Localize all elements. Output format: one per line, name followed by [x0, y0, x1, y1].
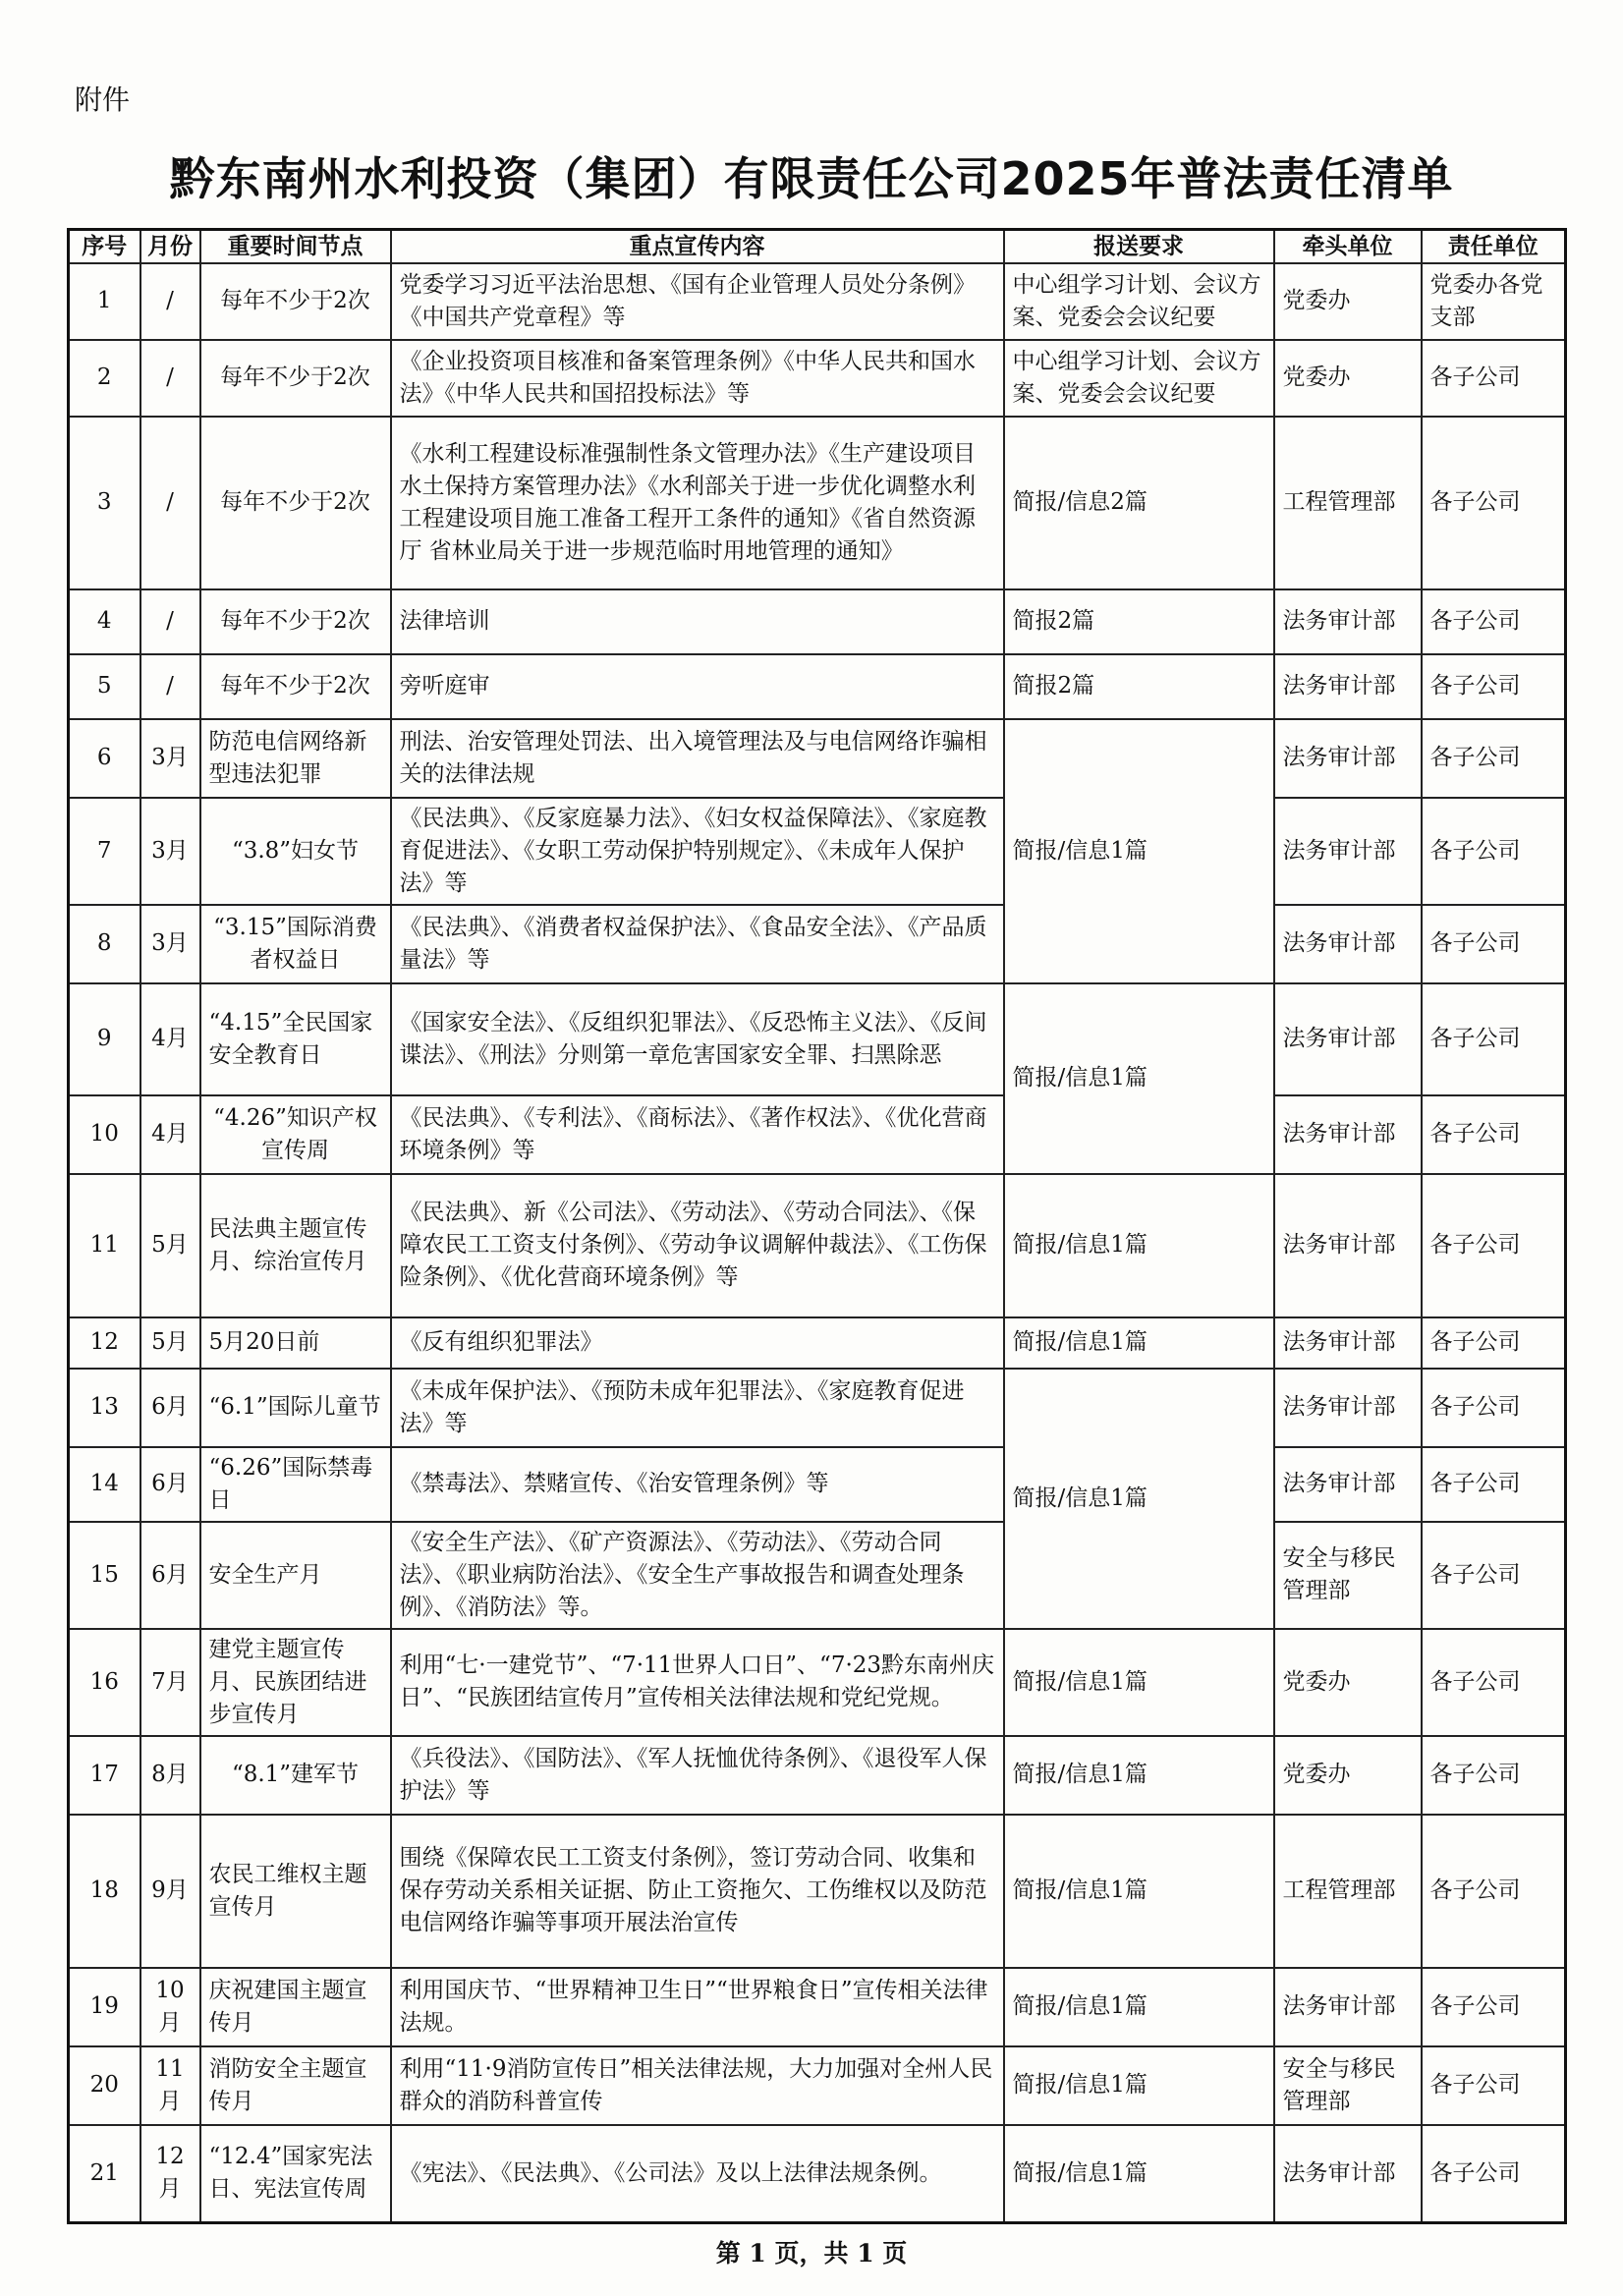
- row-report: 简报/信息1篇: [1004, 2046, 1274, 2125]
- row-lead-unit: 法务审计部: [1274, 905, 1422, 983]
- row-no: 20: [69, 2046, 140, 2125]
- row-month: 4月: [140, 983, 200, 1095]
- row-no: 16: [69, 1629, 140, 1736]
- row-time-node: 建党主题宣传月、民族团结进步宣传月: [200, 1629, 391, 1736]
- row-lead-unit: 法务审计部: [1274, 589, 1422, 654]
- row-time-node: “4.26”知识产权宣传周: [200, 1095, 391, 1174]
- table-header-row: [69, 230, 1566, 263]
- row-time-node: “6.26”国际禁毒日: [200, 1447, 391, 1522]
- row-time-node: 每年不少于2次: [200, 263, 391, 340]
- row-no: 4: [69, 589, 140, 654]
- table-row: [69, 983, 1566, 1095]
- row-content: 《民法典》、《消费者权益保护法》、《食品安全法》、《产品质量法》等: [391, 905, 1004, 983]
- row-no: 8: [69, 905, 140, 983]
- row-no: 2: [69, 340, 140, 417]
- row-content: 《禁毒法》、禁赌宣传、《治安管理条例》等: [391, 1447, 1004, 1522]
- row-time-node: 每年不少于2次: [200, 589, 391, 654]
- row-lead-unit: 法务审计部: [1274, 798, 1422, 905]
- row-resp-unit: 各子公司: [1422, 983, 1566, 1095]
- row-content: 旁听庭审: [391, 654, 1004, 719]
- row-report: 简报2篇: [1004, 589, 1274, 654]
- row-lead-unit: 安全与移民管理部: [1274, 2046, 1422, 2125]
- table-row: [69, 1369, 1566, 1447]
- row-resp-unit: 各子公司: [1422, 1369, 1566, 1447]
- row-month: 11月: [140, 2046, 200, 2125]
- table-row: [69, 589, 1566, 654]
- table-row: [69, 719, 1566, 798]
- row-no: 5: [69, 654, 140, 719]
- row-resp-unit: 各子公司: [1422, 2125, 1566, 2223]
- row-content: 党委学习习近平法治思想、《国有企业管理人员处分条例》《中国共产党章程》等: [391, 263, 1004, 340]
- page-footer: 第 1 页，共 1 页: [715, 2239, 908, 2268]
- row-time-node: “3.15”国际消费者权益日: [200, 905, 391, 983]
- table-row: [69, 1095, 1566, 1174]
- row-no: 13: [69, 1369, 140, 1447]
- row-month: 7月: [140, 1629, 200, 1736]
- row-content: 《反有组织犯罪法》: [391, 1317, 1004, 1369]
- table-row: [69, 1815, 1566, 1968]
- table-row: [69, 1447, 1566, 1522]
- row-no: 7: [69, 798, 140, 905]
- row-month: /: [140, 417, 200, 589]
- row-month: 5月: [140, 1174, 200, 1317]
- row-resp-unit: 各子公司: [1422, 1522, 1566, 1629]
- row-resp-unit: 各子公司: [1422, 798, 1566, 905]
- table-row: [69, 2046, 1566, 2125]
- row-lead-unit: 法务审计部: [1274, 983, 1422, 1095]
- row-report: 中心组学习计划、会议方案、党委会会议纪要: [1004, 263, 1274, 340]
- row-lead-unit: 党委办: [1274, 263, 1422, 340]
- header-month: 月份: [140, 230, 200, 263]
- document-title: 黔东南州水利投资（集团）有限责任公司2025年普法责任清单: [169, 152, 1454, 205]
- table-row: [69, 340, 1566, 417]
- row-report: 简报/信息1篇: [1004, 1968, 1274, 2046]
- row-content: 《水利工程建设标准强制性条文管理办法》《生产建设项目水土保持方案管理办法》《水利部关于进一步优化调整水利工程建设项目施工准备工程开工条件的通知》《省自然资源厅 省林业局关于进一步规范临时用地管理的通知》: [391, 417, 1004, 589]
- attachment-label: 附件: [75, 84, 131, 116]
- row-month: 9月: [140, 1815, 200, 1968]
- row-month: 12月: [140, 2125, 200, 2223]
- row-no: 6: [69, 719, 140, 798]
- responsibility-table: [67, 228, 1567, 2224]
- row-report: 简报2篇: [1004, 654, 1274, 719]
- header-lead-unit: 牵头单位: [1274, 230, 1422, 263]
- row-content: 《民法典》、《反家庭暴力法》、《妇女权益保障法》、《家庭教育促进法》、《女职工劳动保护特别规定》、《未成年人保护法》等: [391, 798, 1004, 905]
- row-resp-unit: 各子公司: [1422, 1095, 1566, 1174]
- row-resp-unit: 各子公司: [1422, 1968, 1566, 2046]
- row-month: 6月: [140, 1369, 200, 1447]
- row-time-node: “6.1”国际儿童节: [200, 1369, 391, 1447]
- table-row: [69, 1968, 1566, 2046]
- row-lead-unit: 法务审计部: [1274, 654, 1422, 719]
- row-no: 17: [69, 1736, 140, 1815]
- row-lead-unit: 工程管理部: [1274, 1815, 1422, 1968]
- row-lead-unit: 法务审计部: [1274, 719, 1422, 798]
- row-time-node: “12.4”国家宪法日、宪法宣传周: [200, 2125, 391, 2223]
- table-row: [69, 263, 1566, 340]
- row-report: 简报/信息1篇: [1004, 2125, 1274, 2223]
- row-time-node: 民法典主题宣传月、综治宣传月: [200, 1174, 391, 1317]
- header-no: 序号: [69, 230, 140, 263]
- table-row: [69, 654, 1566, 719]
- row-resp-unit: 各子公司: [1422, 1174, 1566, 1317]
- row-month: 3月: [140, 719, 200, 798]
- row-no: 19: [69, 1968, 140, 2046]
- row-lead-unit: 法务审计部: [1274, 1174, 1422, 1317]
- table-row: [69, 905, 1566, 983]
- row-month: 5月: [140, 1317, 200, 1369]
- row-resp-unit: 各子公司: [1422, 1629, 1566, 1736]
- header-time-node: 重要时间节点: [200, 230, 391, 263]
- row-resp-unit: 各子公司: [1422, 654, 1566, 719]
- row-month: 8月: [140, 1736, 200, 1815]
- row-lead-unit: 法务审计部: [1274, 2125, 1422, 2223]
- row-month: 10月: [140, 1968, 200, 2046]
- row-time-node: “8.1”建军节: [200, 1736, 391, 1815]
- row-resp-unit: 各子公司: [1422, 589, 1566, 654]
- row-content: 《国家安全法》、《反组织犯罪法》、《反恐怖主义法》、《反间谍法》、《刑法》分则第一章危害国家安全罪、扫黑除恶: [391, 983, 1004, 1095]
- row-resp-unit: 各子公司: [1422, 1815, 1566, 1968]
- row-month: 6月: [140, 1522, 200, 1629]
- row-lead-unit: 法务审计部: [1274, 1095, 1422, 1174]
- row-resp-unit: 各子公司: [1422, 340, 1566, 417]
- table-row: [69, 798, 1566, 905]
- row-no: 18: [69, 1815, 140, 1968]
- row-content: 《民法典》、新《公司法》、《劳动法》、《劳动合同法》、《保障农民工工资支付条例》、《劳动争议调解仲裁法》、《工伤保险条例》、《优化营商环境条例》等: [391, 1174, 1004, 1317]
- row-lead-unit: 工程管理部: [1274, 417, 1422, 589]
- row-time-node: 5月20日前: [200, 1317, 391, 1369]
- row-resp-unit: 各子公司: [1422, 417, 1566, 589]
- row-no: 15: [69, 1522, 140, 1629]
- row-report: 中心组学习计划、会议方案、党委会会议纪要: [1004, 340, 1274, 417]
- row-lead-unit: 党委办: [1274, 1629, 1422, 1736]
- row-time-node: 农民工维权主题宣传月: [200, 1815, 391, 1968]
- header-resp-unit: 责任单位: [1422, 230, 1566, 263]
- row-time-node: 庆祝建国主题宣传月: [200, 1968, 391, 2046]
- row-report: 简报/信息1篇: [1004, 1815, 1274, 1968]
- row-resp-unit: 各子公司: [1422, 719, 1566, 798]
- row-content: 利用国庆节、“世界精神卫生日”“世界粮食日”宣传相关法律法规。: [391, 1968, 1004, 2046]
- row-no: 1: [69, 263, 140, 340]
- row-time-node: 防范电信网络新型违法犯罪: [200, 719, 391, 798]
- header-content: 重点宣传内容: [391, 230, 1004, 263]
- row-lead-unit: 党委办: [1274, 1736, 1422, 1815]
- row-no: 10: [69, 1095, 140, 1174]
- row-no: 14: [69, 1447, 140, 1522]
- row-no: 21: [69, 2125, 140, 2223]
- row-no: 11: [69, 1174, 140, 1317]
- row-month: /: [140, 589, 200, 654]
- row-report: 简报/信息1篇: [1004, 1369, 1274, 1629]
- row-resp-unit: 党委办各党支部: [1422, 263, 1566, 340]
- row-time-node: 每年不少于2次: [200, 340, 391, 417]
- row-content: 刑法、治安管理处罚法、出入境管理法及与电信网络诈骗相关的法律法规: [391, 719, 1004, 798]
- table-row: [69, 417, 1566, 589]
- row-report: 简报/信息1篇: [1004, 1629, 1274, 1736]
- table-row: [69, 1522, 1566, 1629]
- row-resp-unit: 各子公司: [1422, 2046, 1566, 2125]
- row-time-node: 安全生产月: [200, 1522, 391, 1629]
- row-report: 简报/信息1篇: [1004, 719, 1274, 983]
- row-content: 《兵役法》、《国防法》、《军人抚恤优待条例》、《退役军人保护法》等: [391, 1736, 1004, 1815]
- row-report: 简报/信息1篇: [1004, 983, 1274, 1174]
- row-no: 12: [69, 1317, 140, 1369]
- row-resp-unit: 各子公司: [1422, 1447, 1566, 1522]
- row-report: 简报/信息1篇: [1004, 1736, 1274, 1815]
- row-content: 利用“七·一建党节”、“7·11世界人口日”、“7·23黔东南州庆日”、“民族团结宣传月”宣传相关法律法规和党纪党规。: [391, 1629, 1004, 1736]
- row-time-node: 消防安全主题宣传月: [200, 2046, 391, 2125]
- table-row: [69, 1317, 1566, 1369]
- row-no: 9: [69, 983, 140, 1095]
- row-time-node: “3.8”妇女节: [200, 798, 391, 905]
- row-content: 《未成年保护法》、《预防未成年犯罪法》、《家庭教育促进法》等: [391, 1369, 1004, 1447]
- table-row: [69, 1174, 1566, 1317]
- row-lead-unit: 安全与移民管理部: [1274, 1522, 1422, 1629]
- row-report: 简报/信息1篇: [1004, 1174, 1274, 1317]
- row-content: 围绕《保障农民工工资支付条例》，签订劳动合同、收集和保存劳动关系相关证据、防止工资拖欠、工伤维权以及防范电信网络诈骗等事项开展法治宣传: [391, 1815, 1004, 1968]
- row-time-node: “4.15”全民国家安全教育日: [200, 983, 391, 1095]
- row-content: 法律培训: [391, 589, 1004, 654]
- row-resp-unit: 各子公司: [1422, 1736, 1566, 1815]
- table-row: [69, 1736, 1566, 1815]
- row-lead-unit: 法务审计部: [1274, 1447, 1422, 1522]
- row-month: /: [140, 340, 200, 417]
- row-lead-unit: 法务审计部: [1274, 1369, 1422, 1447]
- row-content: 利用“11·9消防宣传日”相关法律法规，大力加强对全州人民群众的消防科普宣传: [391, 2046, 1004, 2125]
- row-time-node: 每年不少于2次: [200, 654, 391, 719]
- row-month: /: [140, 654, 200, 719]
- row-resp-unit: 各子公司: [1422, 1317, 1566, 1369]
- row-report: 简报/信息2篇: [1004, 417, 1274, 589]
- header-report: 报送要求: [1004, 230, 1274, 263]
- row-content: 《安全生产法》、《矿产资源法》、《劳动法》、《劳动合同法》、《职业病防治法》、《安全生产事故报告和调查处理条例》、《消防法》等。: [391, 1522, 1004, 1629]
- row-month: 3月: [140, 905, 200, 983]
- row-month: 6月: [140, 1447, 200, 1522]
- row-lead-unit: 法务审计部: [1274, 1968, 1422, 2046]
- row-content: 《企业投资项目核准和备案管理条例》《中华人民共和国水法》《中华人民共和国招投标法》等: [391, 340, 1004, 417]
- row-month: 4月: [140, 1095, 200, 1174]
- row-content: 《宪法》、《民法典》、《公司法》及以上法律法规条例。: [391, 2125, 1004, 2223]
- table-row: [69, 2125, 1566, 2223]
- row-content: 《民法典》、《专利法》、《商标法》、《著作权法》、《优化营商环境条例》等: [391, 1095, 1004, 1174]
- row-report: 简报/信息1篇: [1004, 1317, 1274, 1369]
- table-row: [69, 1629, 1566, 1736]
- row-time-node: 每年不少于2次: [200, 417, 391, 589]
- row-month: 3月: [140, 798, 200, 905]
- row-lead-unit: 法务审计部: [1274, 1317, 1422, 1369]
- row-resp-unit: 各子公司: [1422, 905, 1566, 983]
- row-no: 3: [69, 417, 140, 589]
- row-lead-unit: 党委办: [1274, 340, 1422, 417]
- row-month: /: [140, 263, 200, 340]
